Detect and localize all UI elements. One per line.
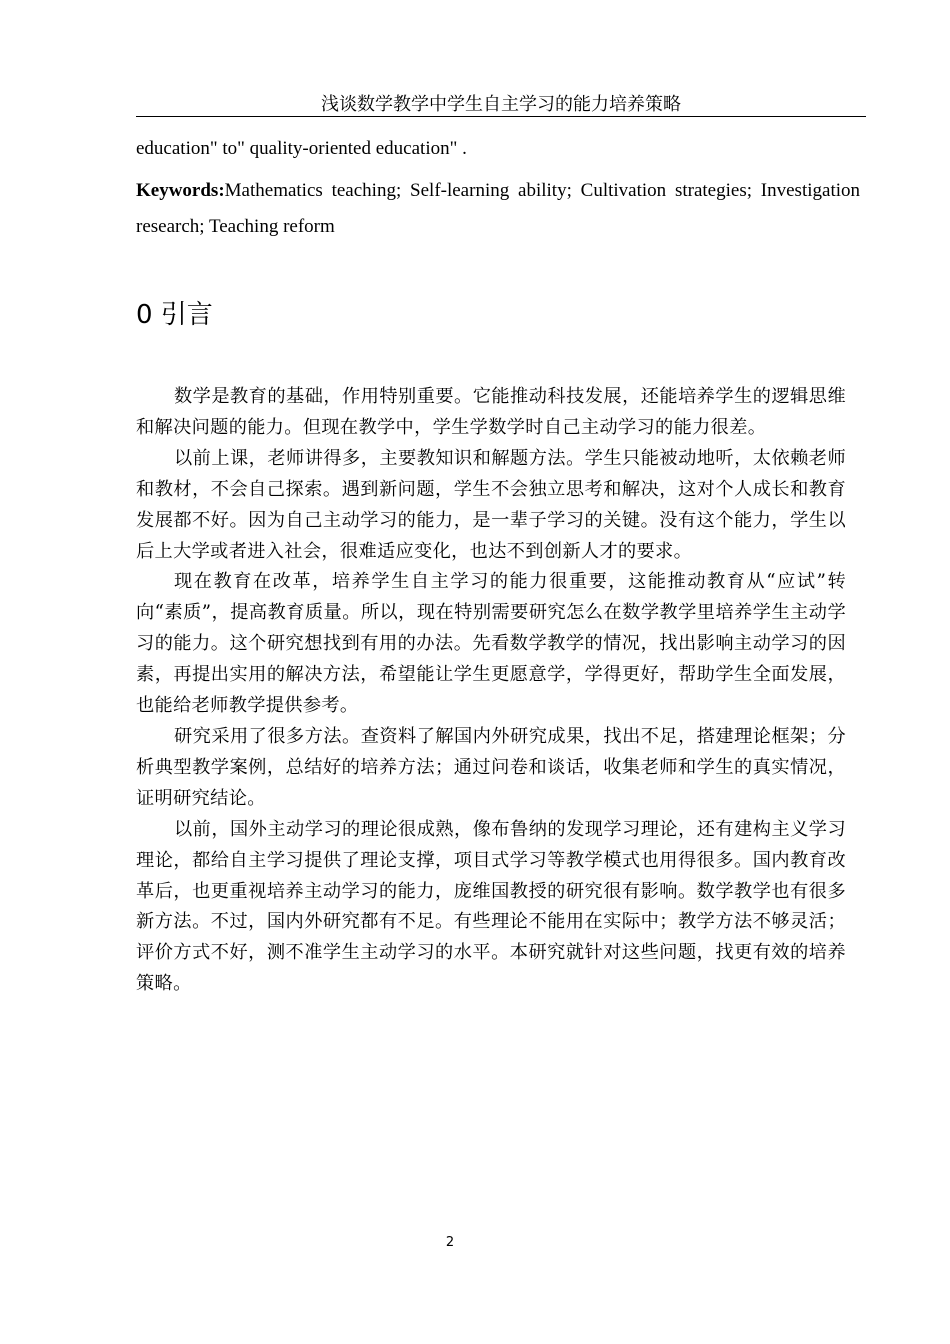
section-heading: 0 引言: [136, 300, 213, 330]
keywords-text: Mathematics teaching; Self-learning ability; Cultivation strategies; Investigation research; Teaching reform: [136, 180, 860, 237]
keywords-label: Keywords:: [136, 180, 225, 201]
body-paragraph-3: 现在教育在改革，培养学生自主学习的能力很重要，这能推动教育从“应试”转向“素质”，提高教育质量。所以，现在特别需要研究怎么在数学教学里培养学生主动学习的能力。这个研究想找到有用的办法。先看数学教学的情况，找出影响主动学习的因素，再提出实用的解决方法，希望能让学生更愿意学，学得更好，帮助学生全面发展，也能给老师教学提供参考。: [136, 571, 846, 717]
section-body: [136, 382, 846, 1000]
body-paragraph-5: 以前，国外主动学习的理论很成熟，像布鲁纳的发现学习理论，还有建构主义学习理论，都给自主学习提供了理论支撑，项目式学习等教学模式也用得很多。国内教育改革后，也更重视培养主动学习的能力，庞维国教授的研究很有影响。数学教学也有很多新方法。不过，国内外研究都有不足。有些理论不能用在实际中；教学方法不够灵活；评价方式不好，测不准学生主动学习的水平。本研究就针对这些问题，找更有效的培养策略。: [136, 818, 846, 995]
abstract-tail-text: education" to" quality-oriented education" .: [136, 138, 467, 159]
body-paragraph-1: 数学是教育的基础，作用特别重要。它能推动科技发展，还能培养学生的逻辑思维和解决问题的能力。但现在教学中，学生学数学时自己主动学习的能力很差。: [136, 386, 846, 438]
body-paragraph-4: 研究采用了很多方法。查资料了解国内外研究成果，找出不足，搭建理论框架；分析典型教学案例，总结好的培养方法；通过问卷和谈话，收集老师和学生的真实情况，证明研究结论。: [136, 725, 846, 809]
body-paragraph-2: 以前上课，老师讲得多，主要教知识和解题方法。学生只能被动地听，太依赖老师和教材，不会自己探索。遇到新问题，学生不会独立思考和解决，这对个人成长和教育发展都不好。因为自己主动学习的能力，是一辈子学习的关键。没有这个能力，学生以后上大学或者进入社会，很难适应变化，也达不到创新人才的要求。: [136, 447, 846, 562]
keywords-line: [136, 173, 860, 245]
page-number: 2: [445, 1235, 455, 1250]
running-header-title: 浅谈数学教学中学生自主学习的能力培养策略: [321, 94, 681, 115]
header-rule: [136, 116, 866, 117]
